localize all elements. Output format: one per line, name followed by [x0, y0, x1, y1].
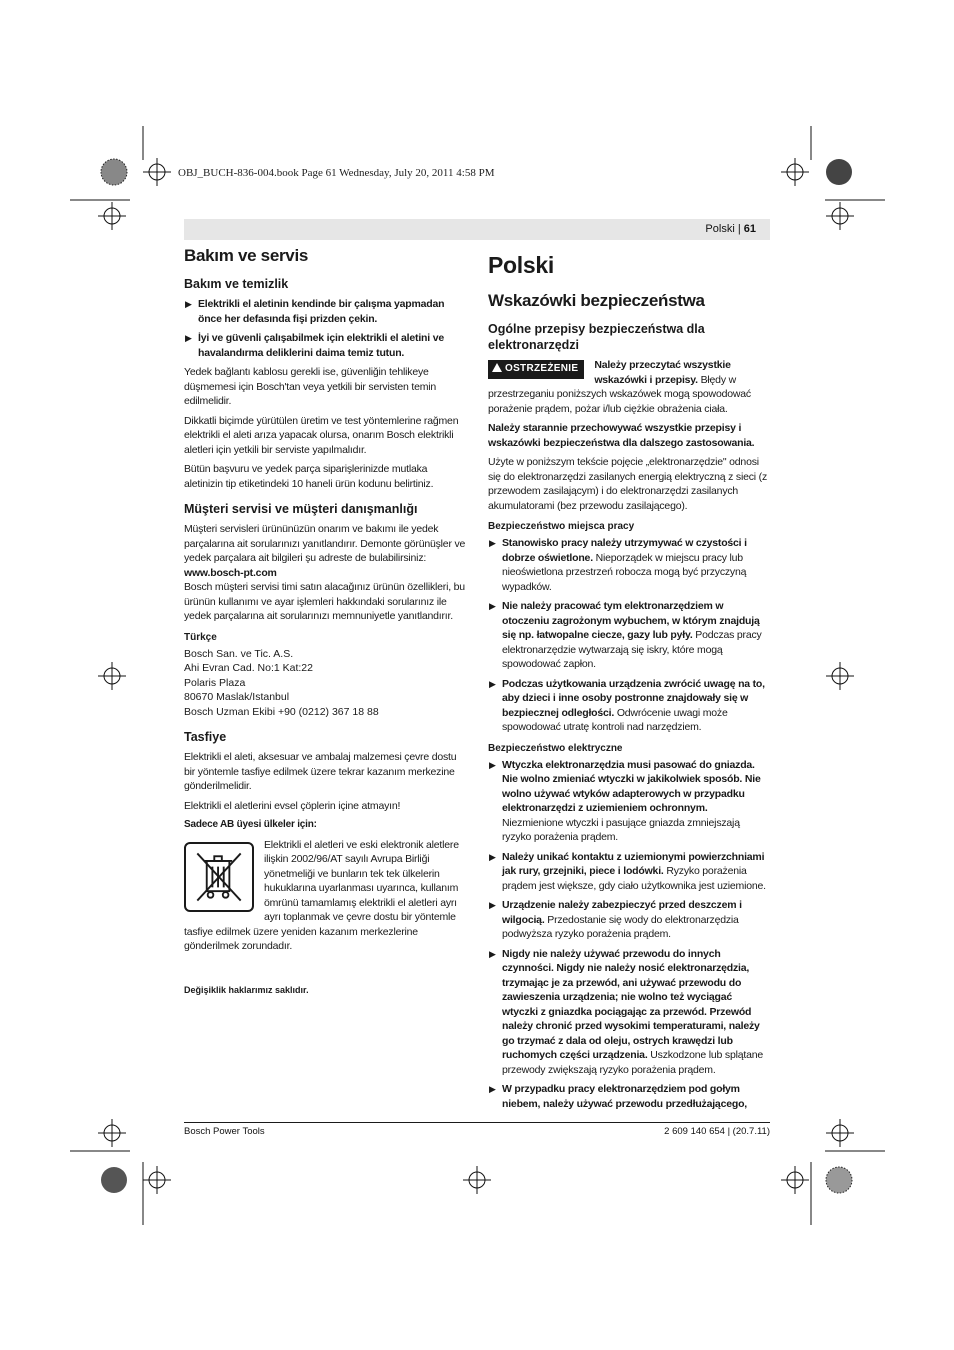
bullet-text: Przedostanie się wody do elektronarzędzia podwyższa ryzyko porażenia prądem.: [502, 913, 739, 940]
care-bullet-text: İyi ve güvenli çalışabilmek için elektrikli el aletini ve havalandırma deliklerini daima temiz tutun.: [198, 332, 444, 359]
keep-instructions: Należy starannie przechowywać wszystkie przepisy i wskazówki bezpieczeństwa dla dalszego zastosowania.: [488, 422, 755, 449]
bullet-text: Podczas pracy elektronarzędzie wytwarzają się iskry, które mogą spowodować zapłon.: [502, 629, 762, 670]
bullet-bold: W przypadku pracy elektronarzędziem pod gołym niebem, należy używać przewodu przedłużającego,: [502, 1083, 747, 1110]
electric-title: Bezpieczeństwo elektryczne: [488, 742, 623, 754]
bullet-text: Uszkodzone lub splątane przewody zwiększają ryzyko porażenia prądem.: [502, 1049, 763, 1076]
address-line: Bosch San. ve Tic. A.S.: [184, 647, 294, 660]
bullet-text: Odwrócenie uwagi może spowodować utratę kontroli nad narzędziem.: [502, 706, 728, 733]
footer-docnumber: 2 609 140 654 | (20.7.11): [664, 1126, 770, 1137]
triangle-right-icon: ▶: [489, 1084, 496, 1094]
page-number: 61: [743, 223, 756, 235]
triangle-right-icon: ▶: [489, 538, 496, 548]
service-url: www.bosch-pt.com: [184, 566, 277, 579]
right-column: [488, 240, 770, 1116]
bullet-text: Ryzyko porażenia prądem jest większe, gdy ciało użytkownika jest uziemione.: [502, 865, 766, 892]
warning-label: OSTRZEŻENIE: [505, 363, 579, 374]
header-text: [705, 223, 756, 235]
care-paragraph: Bütün başvuru ve yedek parça siparişlerinizde mutlaka aletinizin tip etiketindeki 10 haneli ürün kodunu belirtiniz.: [184, 463, 434, 490]
service-paragraph: Müşteri servisleri ürününüzün onarım ve bakımı ile yedek parçalarına ait sorularınızı yanıtlandırır. Demonte görünüşler ve yedek parçalara ait bilgileri şu adreste de bulabilirsiniz:: [184, 523, 466, 564]
eu-title: Sadece AB üyesi ülkeler için:: [184, 819, 317, 830]
electric-bullet: [488, 758, 770, 845]
maintenance-title: Bakım ve servis: [184, 246, 309, 265]
bullet-text: Niezmienione wtyczki i pasujące gniazda zmniejszają ryzyko porażenia prądem.: [502, 816, 740, 843]
triangle-right-icon: ▶: [185, 333, 192, 343]
country-label: Türkçe: [184, 631, 217, 643]
general-safety-title: Ogólne przepisy bezpieczeństwa dla elektronarzędzi: [488, 322, 705, 352]
eu-paragraph: [184, 838, 466, 954]
footer-divider: [184, 1122, 770, 1123]
care-bullet: [184, 297, 466, 326]
address-line: 80670 Maslak/Istanbul: [184, 691, 290, 703]
bullet-bold: Wtyczka elektronarzędzia musi pasować do gniazda. Nie wolno zmieniać wtyczki w jakikolwiek sposób. Nie wolno używać wtyków adapterowych w przypadku elektronarzędzi z uziemieniem ochronnym.: [502, 758, 761, 814]
care-bullet-text: Elektrikli el aletinin kendinde bir çalışma yapmadan önce her defasında fişi prizden çekin.: [198, 298, 445, 325]
footer-brand: Bosch Power Tools: [184, 1126, 265, 1137]
left-column: [184, 240, 466, 995]
address-line: Ahi Evran Cad. No:1 Kat:22: [184, 662, 313, 674]
workplace-bullet: [488, 536, 770, 594]
page-header: [184, 219, 770, 240]
warning-triangle-icon: [492, 363, 502, 372]
eu-paragraph-text: Elektrikli el aletleri ve eski elektronik aletlere ilişkin 2002/96/AT sayılı Avrupa Birliği yönetmeliği ve bunların tek tek ülkelerin hukuklarına uyarlanması uyarınca, kullanım ömrünü tamamlamış elektrikli el aletleri ayrı ayrı toplanmak ve çevre dostu bir yöntemle tasfiye edilmek üzere yeniden kazanım merkezlerine gönderilmek zorundadır.: [184, 838, 459, 952]
care-paragraph: Dikkatli biçimde yürütülen üretim ve test yöntemlerine rağmen elektrikli el aleti arıza yapacak olursa, onarım Bosch elektrikli aletleri için yetkili bir serviste yapılmalıdır.: [184, 414, 459, 456]
triangle-right-icon: ▶: [489, 851, 496, 862]
care-title: Bakım ve temizlik: [184, 277, 289, 291]
triangle-right-icon: ▶: [489, 948, 496, 959]
term-definition: Użyte w poniższym tekście pojęcie „elektronarzędzie" odnosi się do elektronarzędzi zasilanych energią elektryczną z sieci (z przewodem zasilającym) i do elektronarzędzi zasilanych akumulatorami (bez przewodu zasilającego).: [488, 456, 768, 512]
care-bullet: [184, 331, 466, 360]
bullet-bold: Urządzenie należy zabezpieczyć przed deszczem i wilgocią.: [502, 899, 742, 926]
address-block: [184, 647, 466, 720]
warning-text: Błędy w przestrzeganiu poniższych wskazówek mogą spowodować porażenie prądem, pożar i/lub ciężkie obrażenia ciała.: [488, 373, 751, 415]
triangle-right-icon: ▶: [185, 299, 192, 309]
disposal-title: Tasfiye: [184, 730, 227, 744]
disposal-paragraph: Elektrikli el aleti, aksesuar ve ambalaj malzemesi çevre dostu bir yöntemle tasfiye edilmek üzere tekrar kazanım merkezine gönderilmelidir.: [184, 751, 457, 792]
triangle-right-icon: ▶: [489, 601, 496, 611]
print-info: OBJ_BUCH-836-004.book Page 61 Wednesday, July 20, 2011 4:58 PM: [178, 167, 495, 179]
triangle-right-icon: ▶: [489, 759, 496, 770]
triangle-right-icon: ▶: [489, 678, 496, 689]
electric-bullet: [488, 1082, 770, 1111]
warning-paragraph: [488, 358, 770, 416]
warning-bold: Należy przeczytać wszystkie wskazówki i przepisy.: [594, 359, 731, 386]
warning-badge: [488, 360, 584, 379]
triangle-right-icon: ▶: [489, 900, 496, 910]
bullet-bold: Nie należy pracować tym elektronarzędziem w otoczeniu zagrożonym wybuchem, w którym znajdują się np. łatwopalne ciecze, gazy lub pyły.: [502, 600, 760, 641]
electric-bullet: [488, 850, 770, 894]
electric-bullet: [488, 898, 770, 942]
service-title: Müşteri servisi ve müşteri danışmanlığı: [184, 502, 418, 516]
workplace-bullet: [488, 677, 770, 735]
bullet-bold: Należy unikać kontaktu z uziemionymi powierzchniami jak rury, grzejniki, piece i lodówki.: [502, 850, 765, 877]
bullet-bold: Podczas użytkowania urządzenia zwrócić uwagę na to, aby dzieci i inne osoby postronne znajdowały się w bezpiecznej odległości.: [502, 677, 765, 719]
service-paragraph: Bosch müşteri servisi timi satın alacağınız ürünün özellikleri, bu ürünün kullanımı ve ayar işlemleri hakkındaki sorularınız ile yedek parçalarına ait sorularınızı memnuniyetle yanıtlandırır.: [184, 581, 465, 622]
header-section: Polski: [705, 223, 735, 235]
safety-title: Wskazówki bezpieczeństwa: [488, 291, 705, 310]
address-line: Bosch Uzman Ekibi +90 (0212) 367 18 88: [184, 705, 379, 718]
reserved-notice: Değişiklik haklarımız saklıdır.: [184, 984, 309, 995]
workplace-title: Bezpieczeństwo miejsca pracy: [488, 521, 635, 532]
bullet-text: Nieporządek w miejscu pracy lub nieoświetlona przestrzeń robocza mogą być przyczyną wypadków.: [502, 551, 747, 593]
crossed-out-bin-icon: [184, 842, 254, 912]
bullet-bold: Nigdy nie należy używać przewodu do innych czynności. Nigdy nie należy nosić elektronarzędzia, trzymając je za przewód, ani używać przewodu do zawieszenia urządzenia; nie wolno też wyciągać wtyczki z gniazdka pociągając za przewód. Przewód należy chronić przed wysokimi temperaturami, należy go trzymać z dala od oleju, ostrych krawędzi lub ruchomych części urządzenia.: [502, 947, 760, 1061]
electric-bullet: [488, 947, 770, 1078]
address-line: Polaris Plaza: [184, 676, 246, 689]
bullet-bold: Stanowisko pracy należy utrzymywać w czystości i dobrze oświetlone.: [502, 537, 747, 564]
disposal-paragraph: Elektrikli el aletlerini evsel çöplerin içine atmayın!: [184, 799, 401, 812]
workplace-bullet: [488, 599, 770, 672]
header-separator: |: [734, 223, 744, 235]
language-title: Polski: [488, 252, 554, 278]
care-paragraph: Yedek bağlantı kablosu gerekli ise, güvenliğin tehlikeye düşmemesi için Bosch'tan veya yetkili bir servisten temin edilmelidir.: [184, 366, 437, 407]
